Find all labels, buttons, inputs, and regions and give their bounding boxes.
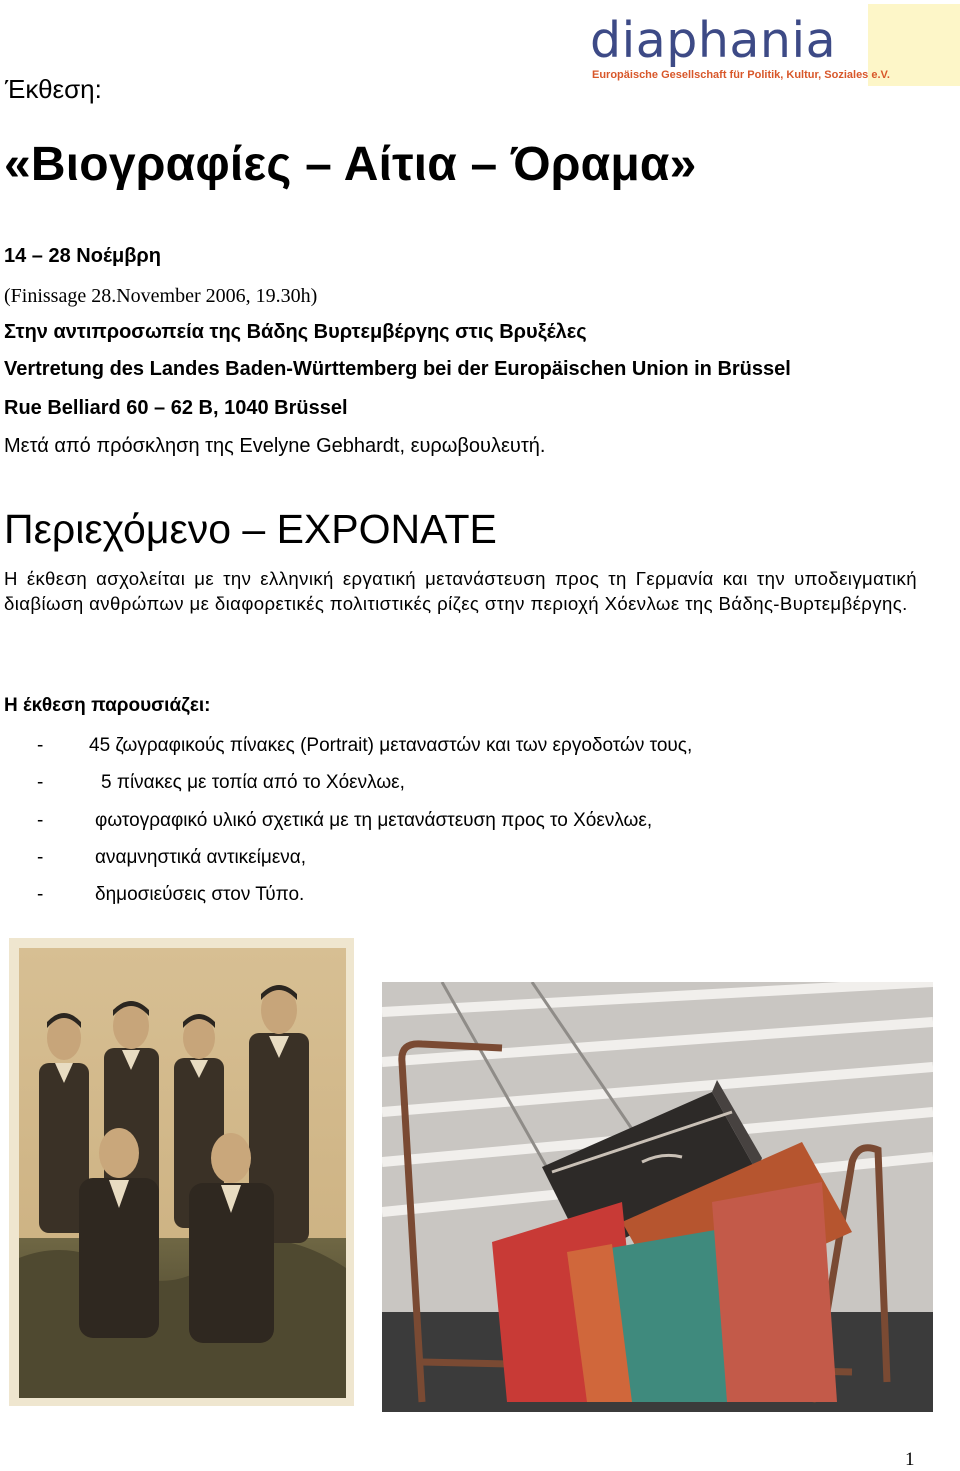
exhibition-label: Έκθεση: <box>5 74 102 104</box>
list-heading: Η έκθεση παρουσιάζει: <box>4 695 211 716</box>
list-item: αναμνηστικά αντικείμενα, <box>95 847 307 868</box>
event-dates: 14 – 28 Νοέμβρη <box>4 245 162 267</box>
suitcases-photo <box>382 982 933 1412</box>
finissage-text: (Finissage 28.November 2006, 19.30h) <box>4 285 318 307</box>
page-title: «Βιογραφίες – Αίτια – Όραμα» <box>4 138 697 191</box>
list-item: δημοσιεύσεις στον Τύπο. <box>95 884 305 905</box>
page-number: 1 <box>905 1449 915 1470</box>
venue-greek: Στην αντιπροσωπεία της Βάδης Βυρτεμβέργης στις Βρυξέλες <box>4 321 587 343</box>
list-item-dash: - <box>37 810 44 831</box>
logo-wordmark: diaphania <box>590 12 837 69</box>
list-item: 5 πίνακες με τοπία από το Χόενλωε, <box>101 772 405 793</box>
list-item: φωτογραφικό υλικό σχετικά με τη μετανάστευση προς το Χόενλωε, <box>95 810 653 831</box>
intro-paragraph: Η έκθεση ασχολείται με την ελληνική εργατική μετανάστευση προς τη Γερμανία και την υποδειγματική διαβίωση ανθρώπων με διαφορετικές πολιτιστικές ρίζες στην περιοχή Χόενλωε της Βάδης-Βυρτεμβέργης. <box>4 568 917 614</box>
venue-address: Rue Belliard 60 – 62 B, 1040 Brüssel <box>4 397 348 419</box>
list-item-dash: - <box>37 847 44 868</box>
group-portrait-photo <box>9 938 354 1406</box>
venue-german: Vertretung des Landes Baden-Württemberg bei der Europäischen Union in Brüssel <box>4 358 791 380</box>
list-item-dash: - <box>37 735 44 756</box>
logo-tagline: Europäische Gesellschaft für Politik, Kultur, Soziales e.V. <box>592 69 890 81</box>
section-heading: Περιεχόμενο – EXPONATE <box>4 506 497 552</box>
list-item-dash: - <box>37 884 44 905</box>
invitation-text: Μετά από πρόσκληση της Evelyne Gebhardt, ευρωβουλευτή. <box>4 435 546 457</box>
list-item-dash: - <box>37 772 44 793</box>
list-item: 45 ζωγραφικούς πίνακες (Portrait) μεταναστών και των εργοδοτών τους, <box>89 735 693 756</box>
